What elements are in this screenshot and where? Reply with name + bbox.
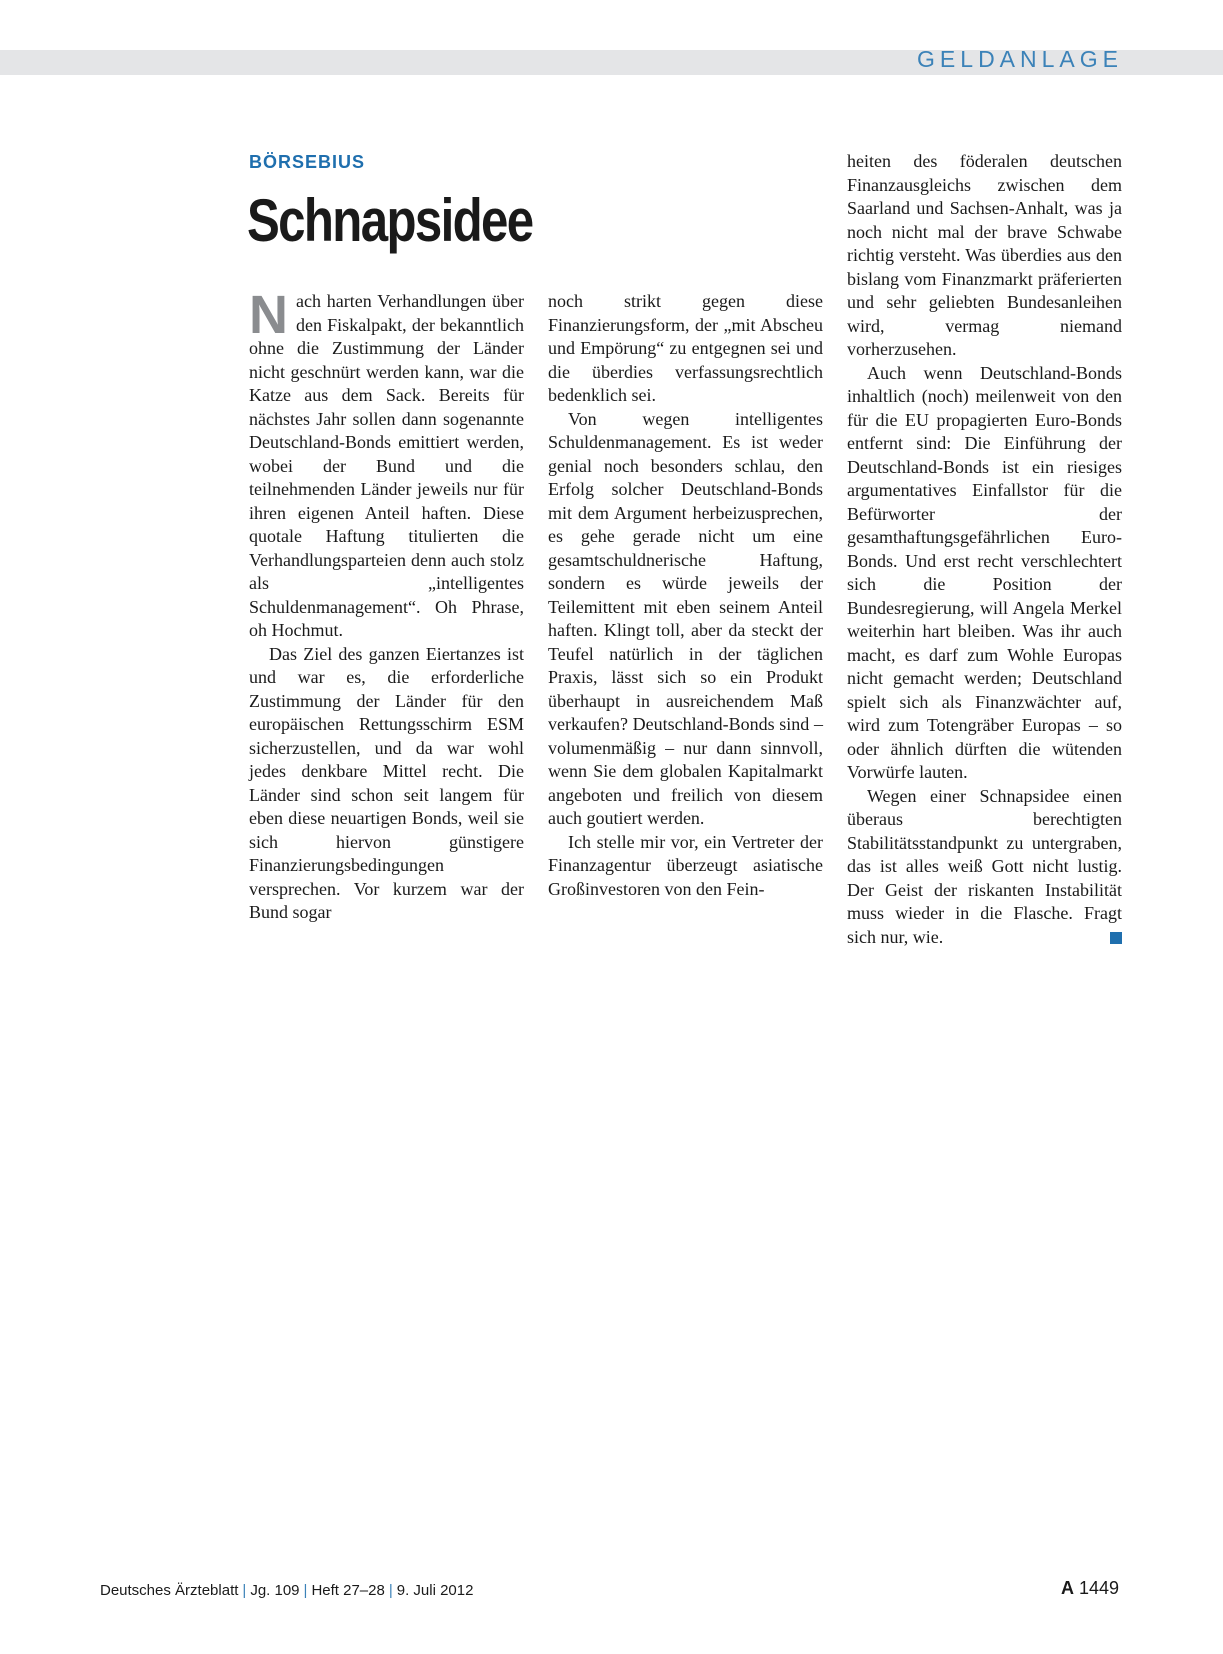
separator-icon: | xyxy=(242,1582,247,1599)
journal-name: Deutsches Ärzteblatt xyxy=(100,1582,239,1599)
article-column-1 xyxy=(249,285,524,925)
page-number xyxy=(1061,1578,1119,1599)
end-of-article-icon xyxy=(1110,932,1122,944)
article-kicker: BÖRSEBIUS xyxy=(249,152,366,172)
section-label: GELDANLAGE xyxy=(917,46,1123,72)
paragraph-text: ach harten Verhandlungen über den Fiskalpakt, der bekanntlich ohne die Zustimmung der Länder nicht geschnürt werden kann, war die Katze aus dem Sack. Bereits für nächstes Jahr sollen dann sogenannte Deutschland-Bonds emittiert werden, wobei der Bund und die teilnehmenden Länder jeweils nur für ihren eigenen Anteil haften. Diese quotale Haftung titulierten die Verhandlungsparteien denn auch stolz als „intelligentes Schuldenmanagement“. Oh Phrase, oh Hochmut. xyxy=(249,291,524,640)
volume: Jg. 109 xyxy=(250,1582,300,1599)
issue: Heft 27–28 xyxy=(311,1582,385,1599)
separator-icon: | xyxy=(388,1582,393,1599)
paragraph-text: Wegen einer Schnapsidee einen überaus berechtigten Stabilitätsstandpunkt zu untergraben, das ist alles weiß Gott nicht lustig. Der Geist der riskanten Instabilität muss wieder in die Flasche. Fragt sich nur, wie. xyxy=(847,785,1122,947)
issue-date: 9. Juli 2012 xyxy=(396,1582,474,1599)
page-prefix: A xyxy=(1060,1578,1074,1598)
paragraph: Ich stelle mir vor, ein Vertreter der Finanzagentur überzeugt asiatische Großinvestoren von den Fein- xyxy=(548,831,823,899)
paragraph xyxy=(249,285,524,643)
paragraph: Das Ziel des ganzen Eiertanzes ist und war es, die erforderliche Zustimmung der Länder für den europäischen Rettungsschirm ESM sicherzustellen, und da war wohl jedes denkbare Mittel recht. Die Länder sind schon seit langem für eben diese neuartigen Bonds, weil sie sich hiervon günstigere Finanzierungsbedingungen versprechen. Vor kurzem war der Bund sogar xyxy=(249,643,524,922)
article-title: Schnapsidee xyxy=(247,187,533,254)
page-number-value: 1449 xyxy=(1078,1578,1119,1598)
article-column-3 xyxy=(847,150,1122,949)
paragraph: noch strikt gegen diese Finanzierungsform, der „mit Abscheu und Empörung“ zu entgegnen sei und die überdies verfassungsrechtlich bedenklich sei. xyxy=(548,291,823,405)
article-column-2 xyxy=(548,290,823,901)
separator-icon: | xyxy=(303,1582,308,1599)
paragraph xyxy=(847,785,1122,950)
paragraph: heiten des föderalen deutschen Finanzausgleichs zwischen dem Saarland und Sachsen-Anhalt, was ja noch nicht mal der brave Schwabe richtig versteht. Was überdies aus den bislang vom Finanzmarkt präferierten und sehr geliebten Bundesanleihen wird, vermag niemand vorherzusehen. xyxy=(847,151,1122,359)
drop-cap: N xyxy=(249,285,288,345)
footer-citation xyxy=(100,1582,473,1599)
paragraph: Auch wenn Deutschland-Bonds inhaltlich (noch) meilenweit von den für die EU propagierten Euro-Bonds entfernt sind: Die Einführung der Deutschland-Bonds ist ein riesiges argumentatives Einfallstor für die Befürworter der gesamthaftungsgefährlichen Euro-Bonds. Und erst recht verschlechtert sich die Position der Bundesregierung, will Angela Merkel weiterhin hart bleiben. Was ihr auch macht, es darf zum Wohle Europas nicht gemacht werden; Deutschland spielt sich als Finanzwächter auf, wird zum Totengräber Europas – so oder ähnlich dürften die wütenden Vorwürfe lauten. xyxy=(847,362,1122,782)
paragraph: Von wegen intelligentes Schuldenmanagement. Es ist weder genial noch besonders schlau, den Erfolg solcher Deutschland-Bonds mit dem Argument herbeizusprechen, es gehe gerade nicht um eine gesamtschuldnerische Haftung, sondern es würde jeweils der Teilemittent mit eben seinem Anteil haften. Klingt toll, aber da steckt der Teufel natürlich in der täglichen Praxis, lässt sich so ein Produkt überhaupt in ausreichendem Maß verkaufen? Deutschland-Bonds sind – volumenmäßig – nur dann sinnvoll, wenn Sie dem globalen Kapitalmarkt angeboten und freilich von diesem auch goutiert werden. xyxy=(548,408,823,828)
